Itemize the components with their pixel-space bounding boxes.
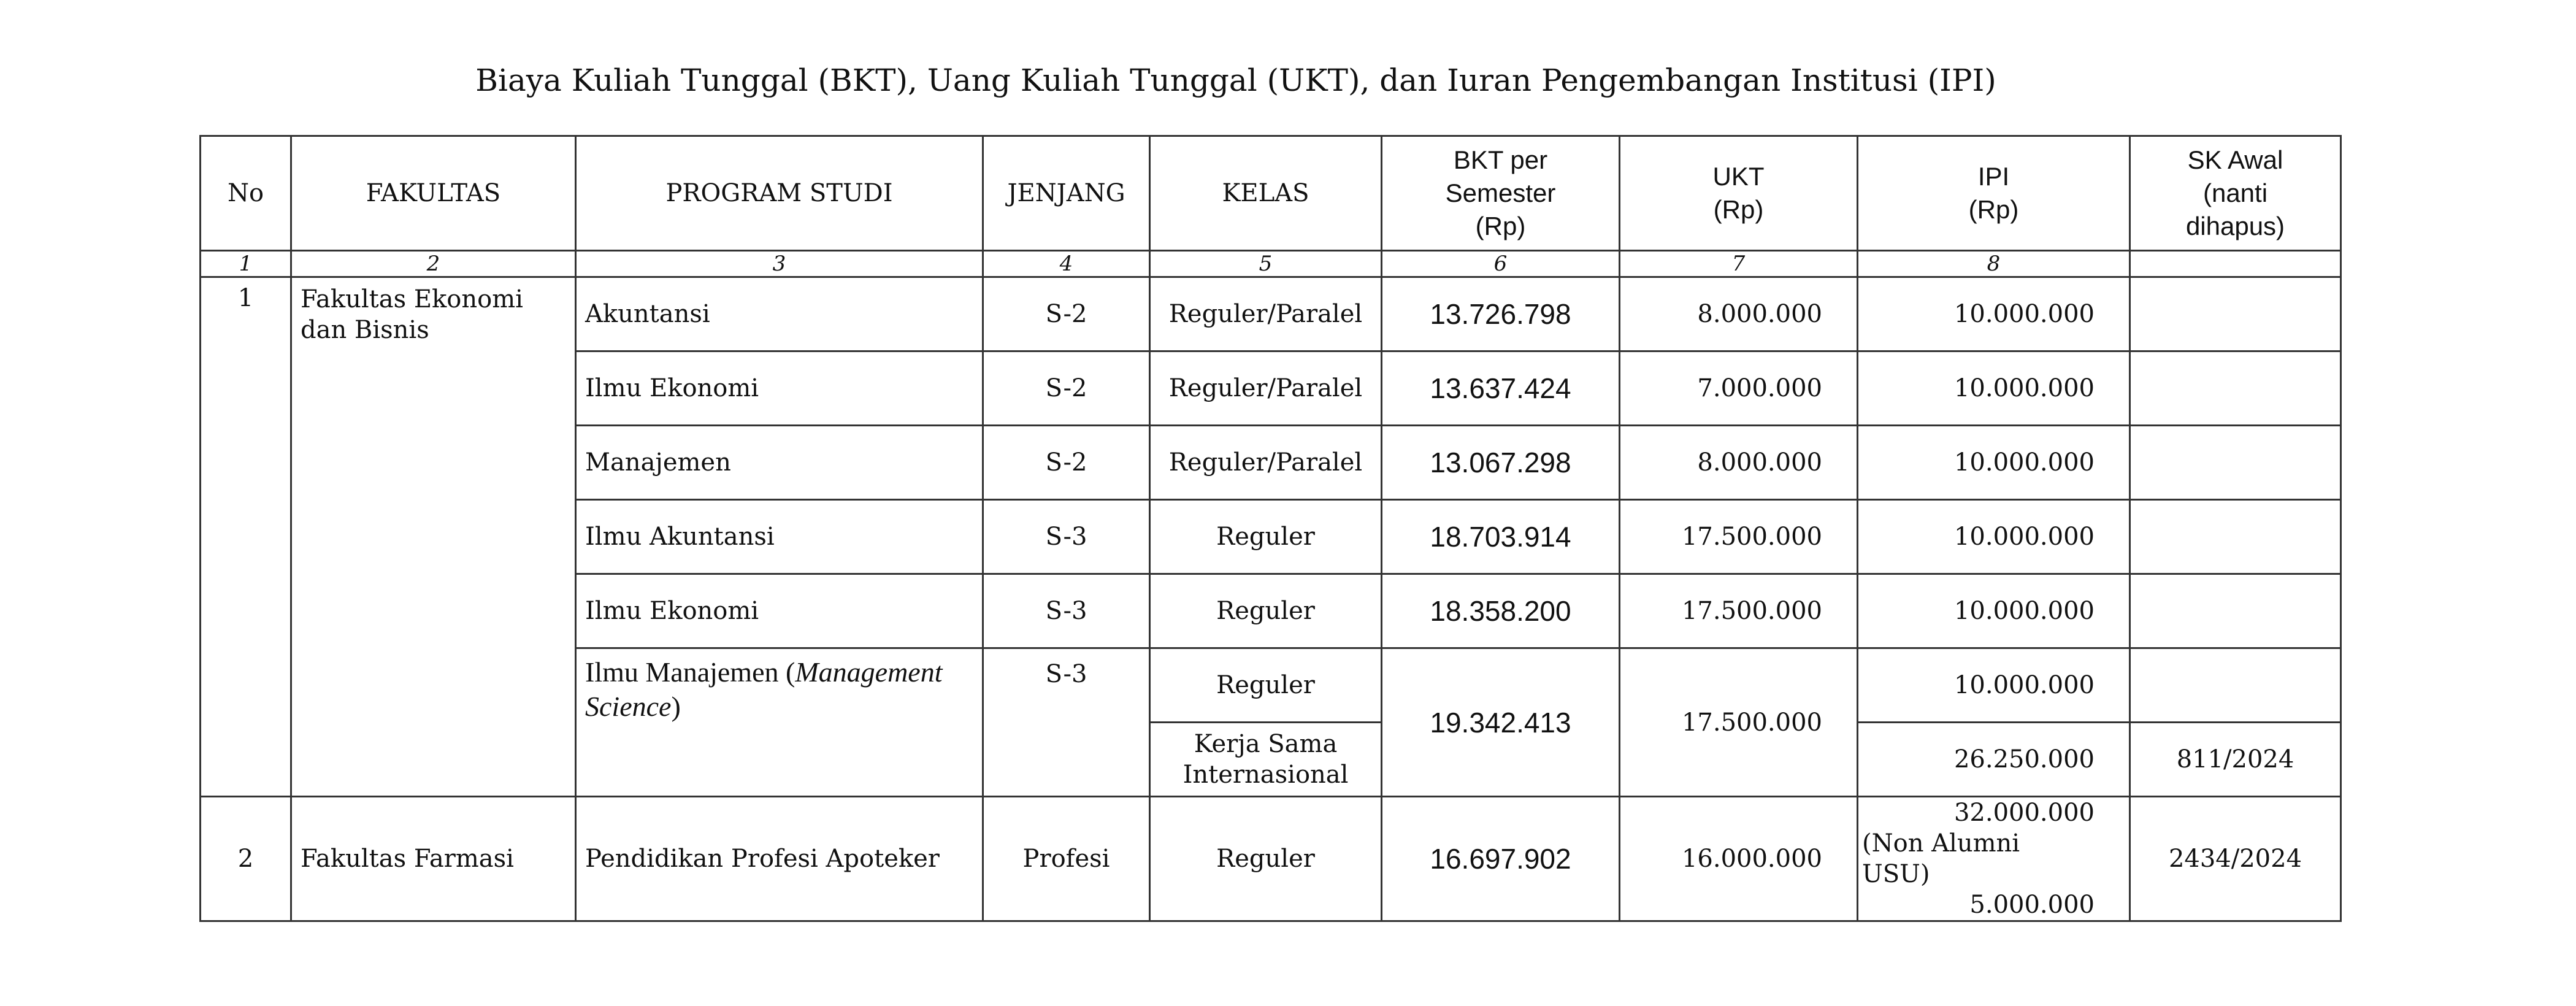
kelas-cell: [1150, 723, 1382, 797]
header-kelas: KELAS: [1150, 136, 1382, 251]
header-bkt-line3: (Rp): [1475, 212, 1526, 240]
ipi-cell: 10.000.000: [1858, 648, 2130, 723]
kelas-cell: Reguler/Paralel: [1150, 426, 1382, 500]
bkt-cell: 16.697.902: [1382, 797, 1620, 921]
header-ipi: [1858, 136, 2130, 251]
column-number: 3: [576, 251, 983, 277]
column-number: 8: [1858, 251, 2130, 277]
ipi-cell: 10.000.000: [1858, 277, 2130, 351]
column-number: 5: [1150, 251, 1382, 277]
header-sk-line1: SK Awal: [2187, 145, 2283, 174]
program-name-prefix: Ilmu Manajemen (: [585, 656, 795, 688]
faculty-name-line2: dan Bisnis: [301, 316, 429, 344]
program-name: Ilmu Ekonomi: [576, 351, 983, 426]
document-title: Biaya Kuliah Tunggal (BKT), Uang Kuliah Tunggal (UKT), dan Iuran Pengembangan Institusi (IPI): [475, 63, 1996, 98]
bkt-cell: 18.358.200: [1382, 574, 1620, 648]
program-name-suffix: ): [671, 691, 681, 722]
kelas-cell: Reguler/Paralel: [1150, 351, 1382, 426]
bkt-cell: 13.726.798: [1382, 277, 1620, 351]
header-ukt-line1: UKT: [1712, 162, 1765, 191]
kelas-line1: Kerja Sama: [1194, 730, 1338, 758]
program-name: Akuntansi: [576, 277, 983, 351]
kelas-cell: Reguler/Paralel: [1150, 277, 1382, 351]
header-jenjang: JENJANG: [983, 136, 1150, 251]
jenjang-cell: S-2: [983, 426, 1150, 500]
header-no: No: [201, 136, 291, 251]
jenjang-cell: S-3: [983, 648, 1150, 797]
sk-cell: 2434/2024: [2130, 797, 2341, 921]
ipi-line3: 5.000.000: [1969, 891, 2095, 919]
column-number: 7: [1620, 251, 1858, 277]
jenjang-cell: Profesi: [983, 797, 1150, 921]
header-row: [201, 136, 2341, 251]
jenjang-cell: S-3: [983, 574, 1150, 648]
program-name: Ilmu Ekonomi: [576, 574, 983, 648]
sk-cell: [2130, 574, 2341, 648]
header-sk-line3: dihapus): [2185, 212, 2285, 240]
kelas-cell: Reguler: [1150, 797, 1382, 921]
fee-table: [199, 135, 2342, 922]
ukt-cell: 17.500.000: [1620, 574, 1858, 648]
sk-cell: [2130, 648, 2341, 723]
header-bkt-line1: BKT per: [1453, 145, 1548, 174]
faculty-name-line1: Fakultas Ekonomi: [301, 285, 523, 313]
kelas-cell: Reguler: [1150, 500, 1382, 574]
program-name-italic: Science: [585, 691, 672, 722]
header-ukt-line2: (Rp): [1713, 195, 1764, 224]
ipi-cell: 10.000.000: [1858, 574, 2130, 648]
column-number: 6: [1382, 251, 1620, 277]
table-row: [201, 797, 2341, 921]
bkt-cell: 18.703.914: [1382, 500, 1620, 574]
header-ipi-line1: IPI: [1977, 162, 2010, 191]
ukt-cell: 8.000.000: [1620, 277, 1858, 351]
ipi-cell: [1858, 797, 2130, 921]
header-ukt: [1620, 136, 1858, 251]
program-name: Ilmu Akuntansi: [576, 500, 983, 574]
faculty-name: Fakultas Farmasi: [291, 797, 576, 921]
column-number: 4: [983, 251, 1150, 277]
row-number: 1: [201, 277, 291, 797]
ukt-cell: 8.000.000: [1620, 426, 1858, 500]
program-name: Manajemen: [576, 426, 983, 500]
sk-cell: [2130, 500, 2341, 574]
column-number: [2130, 251, 2341, 277]
ukt-cell: 7.000.000: [1620, 351, 1858, 426]
header-fakultas: FAKULTAS: [291, 136, 576, 251]
header-sk-line2: (nanti: [2202, 179, 2268, 207]
header-sk-awal: [2130, 136, 2341, 251]
sk-cell: [2130, 351, 2341, 426]
kelas-cell: Reguler: [1150, 574, 1382, 648]
kelas-line2: Internasional: [1183, 761, 1349, 789]
header-bkt-line2: Semester: [1445, 179, 1556, 207]
jenjang-cell: S-3: [983, 500, 1150, 574]
kelas-cell: Reguler: [1150, 648, 1382, 723]
ukt-cell: 16.000.000: [1620, 797, 1858, 921]
column-number: 1: [201, 251, 291, 277]
column-number-row: [201, 251, 2341, 277]
ipi-cell: 10.000.000: [1858, 500, 2130, 574]
ipi-cell: 10.000.000: [1858, 426, 2130, 500]
program-name: [576, 648, 983, 797]
ipi-cell: 26.250.000: [1858, 723, 2130, 797]
jenjang-cell: S-2: [983, 277, 1150, 351]
table-row: [201, 277, 2341, 351]
sk-cell: [2130, 277, 2341, 351]
bkt-cell: 13.067.298: [1382, 426, 1620, 500]
program-name-italic: Management: [795, 656, 943, 688]
program-name: Pendidikan Profesi Apoteker: [576, 797, 983, 921]
sk-cell: 811/2024: [2130, 723, 2341, 797]
header-program-studi: PROGRAM STUDI: [576, 136, 983, 251]
row-number: 2: [201, 797, 291, 921]
header-ipi-line2: (Rp): [1968, 195, 2019, 224]
header-bkt: [1382, 136, 1620, 251]
ipi-cell: 10.000.000: [1858, 351, 2130, 426]
column-number: 2: [291, 251, 576, 277]
sk-cell: [2130, 426, 2341, 500]
bkt-cell: 19.342.413: [1382, 648, 1620, 797]
ipi-line2: (Non Alumni USU): [1862, 829, 2020, 888]
bkt-cell: 13.637.424: [1382, 351, 1620, 426]
ipi-line1: 32.000.000: [1953, 799, 2095, 827]
faculty-name: [291, 277, 576, 797]
ukt-cell: 17.500.000: [1620, 648, 1858, 797]
jenjang-cell: S-2: [983, 351, 1150, 426]
ukt-cell: 17.500.000: [1620, 500, 1858, 574]
